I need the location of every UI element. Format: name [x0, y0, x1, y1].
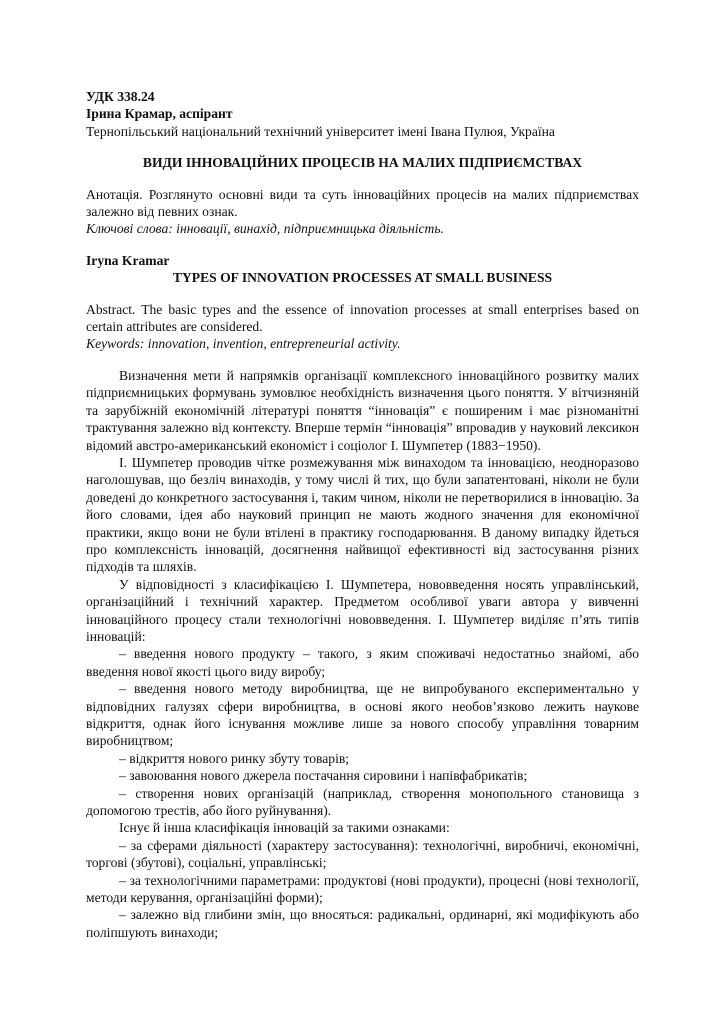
list-item: – залежно від глибини змін, що вносяться: радикальні, ординарні, які модифікують або поліпшують винаходи;	[86, 907, 639, 940]
list-item: – введення нового методу виробництва, ще не випробуваного експериментально у відповідних галузях сфери виробництва, в основі якого необов’язково лежить наукове відкриття, однак його існування можливе лише за нового способу управління товарним виробництвом;	[86, 681, 639, 749]
body-paragraph: І. Шумпетер проводив чітке розмежування між винаходом та інновацією, неодноразово наголошував, що безліч винаходів, у тому числі й тих, що були запатентовані, ніколи не були доведені до конкретного застосування і, таким чином, ніколи не перетворилися в інновацію. За його словами, ідея або науковий принцип не мають жодного значення для економічної практики, якщо вони не були втілені в практику господарювання. В даному випадку йдеться про комплексність інновацій, досягнення найвищої ефективності від застосування різних підходів та шляхів.	[86, 454, 639, 575]
author-name-en: Iryna Kramar	[86, 252, 170, 268]
title-en: TYPES OF INNOVATION PROCESSES AT SMALL BUSINESS	[172, 270, 553, 286]
udk-code: УДК 338.24	[86, 89, 155, 104]
abstract-en: Abstract. The basic types and the essence of innovation processes at small enterprises based on certain attributes are considered.	[86, 301, 639, 335]
list-item: – за технологічними параметрами: продуктові (нові продукти), процесні (нові технології, методи керування, організаційні форми);	[86, 872, 639, 906]
keywords-ua: Ключові слова: інновації, винахід, підприємницька діяльність.	[86, 221, 444, 237]
list-item: – створення нових організацій (наприклад, створення монопольного становища з допомогою трестів, або його руйнування).	[86, 785, 639, 819]
keywords-en: Keywords: innovation, invention, entrepreneurial activity.	[86, 336, 401, 352]
abstract-ua: Анотація. Розглянуто основні види та суть інноваційних процесів на малих підприємствах залежно від певних ознак.	[86, 186, 639, 220]
body-paragraph: Існує й інша класифікація інновацій за такими ознаками:	[119, 820, 450, 836]
title-ua: ВИДИ ІННОВАЦІЙНИХ ПРОЦЕСІВ НА МАЛИХ ПІДПРИЄМСТВАХ	[142, 155, 583, 171]
list-item: – відкриття нового ринку збуту товарів;	[119, 750, 350, 766]
body-paragraph: Визначення мети й напрямків організації комплексного інноваційного розвитку малих підприємницьких формувань зумовлює необхідність визначення цього поняття. У вітчизняній та зарубіжній економічній літературі поняття “інновація” є поширеним і має різноманітні трактування залежно від контексту. Вперше термін “інновація” впровадив у науковий лексикон відомий австро-американський економіст і соціолог І. Шумпетер (1883−1950).	[86, 367, 639, 453]
list-item: – завоювання нового джерела постачання сировини і напівфабрикатів;	[119, 768, 528, 784]
document-content	[86, 88, 639, 941]
author-name-ua: Ірина Крамар, аспірант	[86, 106, 233, 122]
list-item: – за сферами діяльності (характеру застосування): технологічні, виробничі, економічні, торгові (збутові), соціальні, управлінські;	[86, 837, 639, 871]
affiliation: Тернопільський національний технічний університет імені Івана Пулюя, Україна	[86, 123, 555, 139]
body-paragraph: У відповідності з класифікацією І. Шумпетера, нововведення носять управлінський, організаційний і технічний характер. Предметом особливої уваги автора у вивченні інноваційного процесу стали технологічні нововведення. І. Шумпетер виділяє п’ять типів інновацій:	[86, 576, 639, 644]
list-item: – введення нового продукту – такого, з яким споживачі недостатньо знайомі, або введення нової якості цього виду виробу;	[86, 646, 639, 679]
